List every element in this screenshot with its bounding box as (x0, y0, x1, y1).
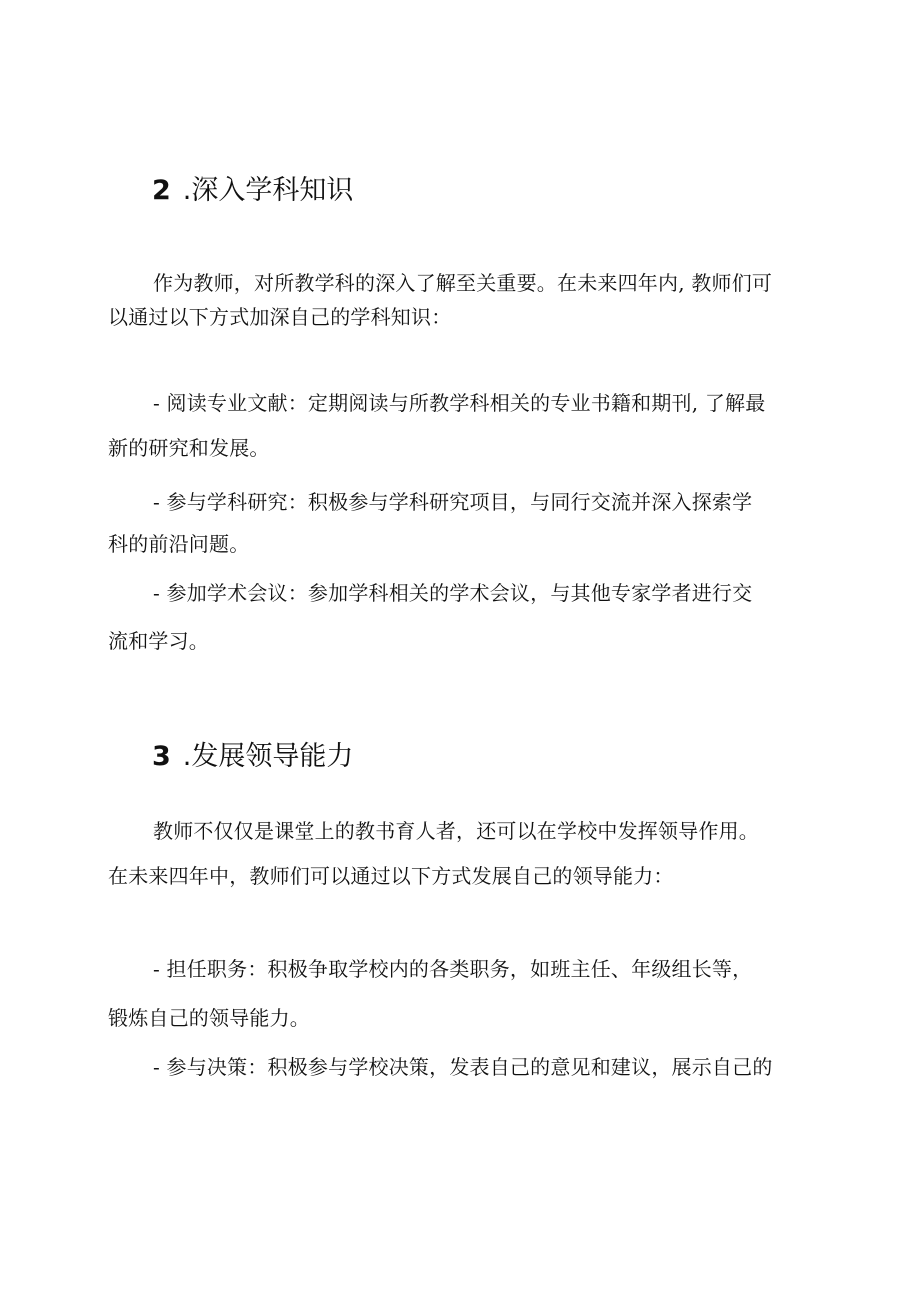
paragraph-line: 以通过以下方式加深自己的学科知识： (108, 305, 452, 329)
section-heading-2 (152, 168, 353, 207)
list-item-line: 流和学习。 (108, 629, 209, 653)
section-number: 2 (152, 175, 171, 206)
list-item-line: 锻炼自己的领导能力。 (108, 1006, 310, 1030)
paragraph-line: 在未来四年中，教师们可以通过以下方式发展自己的领导能力： (108, 864, 674, 888)
section-title: .深入学科知识 (182, 175, 354, 206)
list-item-line: 科的前沿问题。 (108, 532, 250, 556)
list-item-line: - 参与学科研究：积极参与学科研究项目，与同行交流并深入探索学 (153, 490, 753, 514)
list-item-line: - 担任职务：积极争取学校内的各类职务，如班主任、年级组长等， (153, 957, 753, 981)
section-title: .发展领导能力 (182, 741, 354, 772)
list-item-line: 新的研究和发展。 (108, 436, 270, 460)
paragraph-line: 作为教师，对所教学科的深入了解至关重要。在未来四年内, 教师们可 (153, 271, 773, 295)
section-heading-3 (152, 734, 353, 773)
paragraph-line: 教师不仅仅是课堂上的教书育人者，还可以在学校中发挥领导作用。 (153, 819, 759, 843)
list-item-line: - 阅读专业文献：定期阅读与所教学科相关的专业书籍和期刊, 了解最 (153, 391, 766, 415)
list-item-line: - 参加学术会议：参加学科相关的学术会议，与其他专家学者进行交 (153, 581, 753, 605)
section-number: 3 (152, 741, 171, 772)
list-item-line: - 参与决策：积极参与学校决策，发表自己的意见和建议，展示自己的 (153, 1055, 773, 1079)
